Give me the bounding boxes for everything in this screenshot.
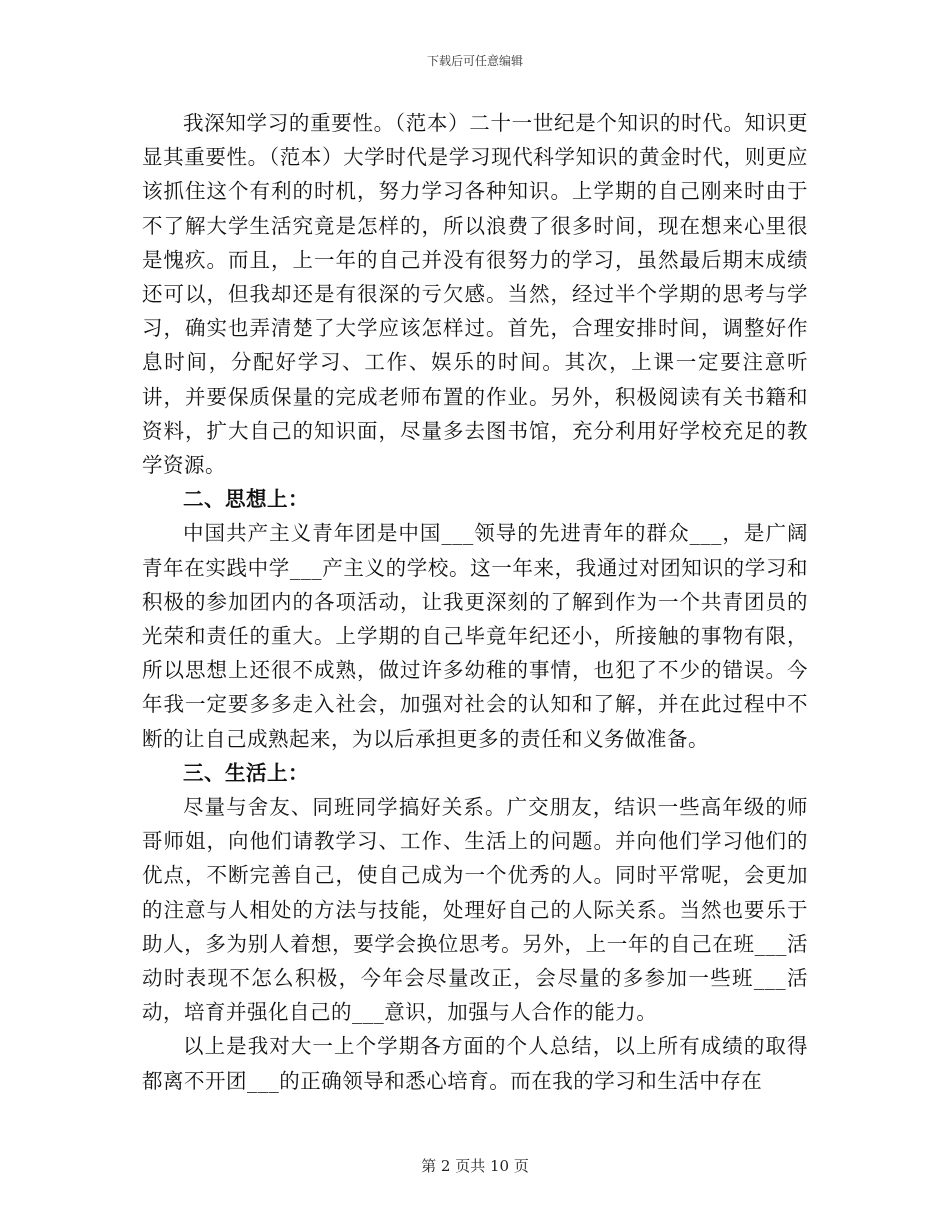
document-body: [142, 106, 808, 1098]
paragraph-thought: 中国共产主义青年团是中国___领导的先进青年的群众___，是广阔青年在实践中学___产主义的学校。这一年来，我通过对团知识的学习和积极的参加团内的各项活动，让我更深刻的了解到作为一个共青团员的光荣和责任的重大。上学期的自己毕竟年纪还小，所接触的事物有限，所以思想上还很不成熟，做过许多幼稚的事情，也犯了不少的错误。今年我一定要多多走入社会，加强对社会的认知和了解，并在此过程中不断的让自己成熟起来，为以后承担更多的责任和义务做准备。: [142, 521, 808, 751]
section-heading-thought: 二、思想上：: [183, 487, 309, 512]
section-heading-life: 三、生活上：: [183, 760, 309, 785]
paragraph-summary: 以上是我对大一上个学期各方面的个人总结，以上所有成绩的取得都离不开团___的正确领导和悉心培育。而在我的学习和生活中存在: [142, 1034, 808, 1093]
page-number: 第 2 页共 10 页: [421, 1157, 529, 1175]
paragraph-study: 我深知学习的重要性。（范本）二十一世纪是个知识的时代。知识更显其重要性。（范本）大学时代是学习现代科学知识的黄金时代，则更应该抓住这个有利的时机，努力学习各种知识。上学期的自己刚来时由于不了解大学生活究竟是怎样的，所以浪费了很多时间，现在想来心里很是愧疚。而且，上一年的自己并没有很努力的学习，虽然最后期末成绩还可以，但我却还是有很深的亏欠感。当然，经过半个学期的思考与学习，确实也弄清楚了大学应该怎样过。首先，合理安排时间，调整好作息时间，分配好学习、工作、娱乐的时间。其次，上课一定要注意听讲，并要保质保量的完成老师布置的作业。另外，积极阅读有关书籍和资料，扩大自己的知识面，尽量多去图书馆，充分利用好学校充足的教学资源。: [142, 111, 808, 478]
page-header: 下载后可任意编辑: [426, 54, 523, 68]
paragraph-life: 尽量与舍友、同班同学搞好关系。广交朋友，结识一些高年级的师哥师姐，向他们请教学习、工作、生活上的问题。并向他们学习他们的优点，不断完善自己，使自己成为一个优秀的人。同时平常呢，会更加的注意与人相处的方法与技能，处理好自己的人际关系。当然也要乐于助人，多为别人着想，要学会换位思考。另外，上一年的自己在班___活动时表现不怎么积极，今年会尽量改正，会尽量的多参加一些班___活动，培育并强化自己的___意识，加强与人合作的能力。: [142, 795, 808, 1025]
